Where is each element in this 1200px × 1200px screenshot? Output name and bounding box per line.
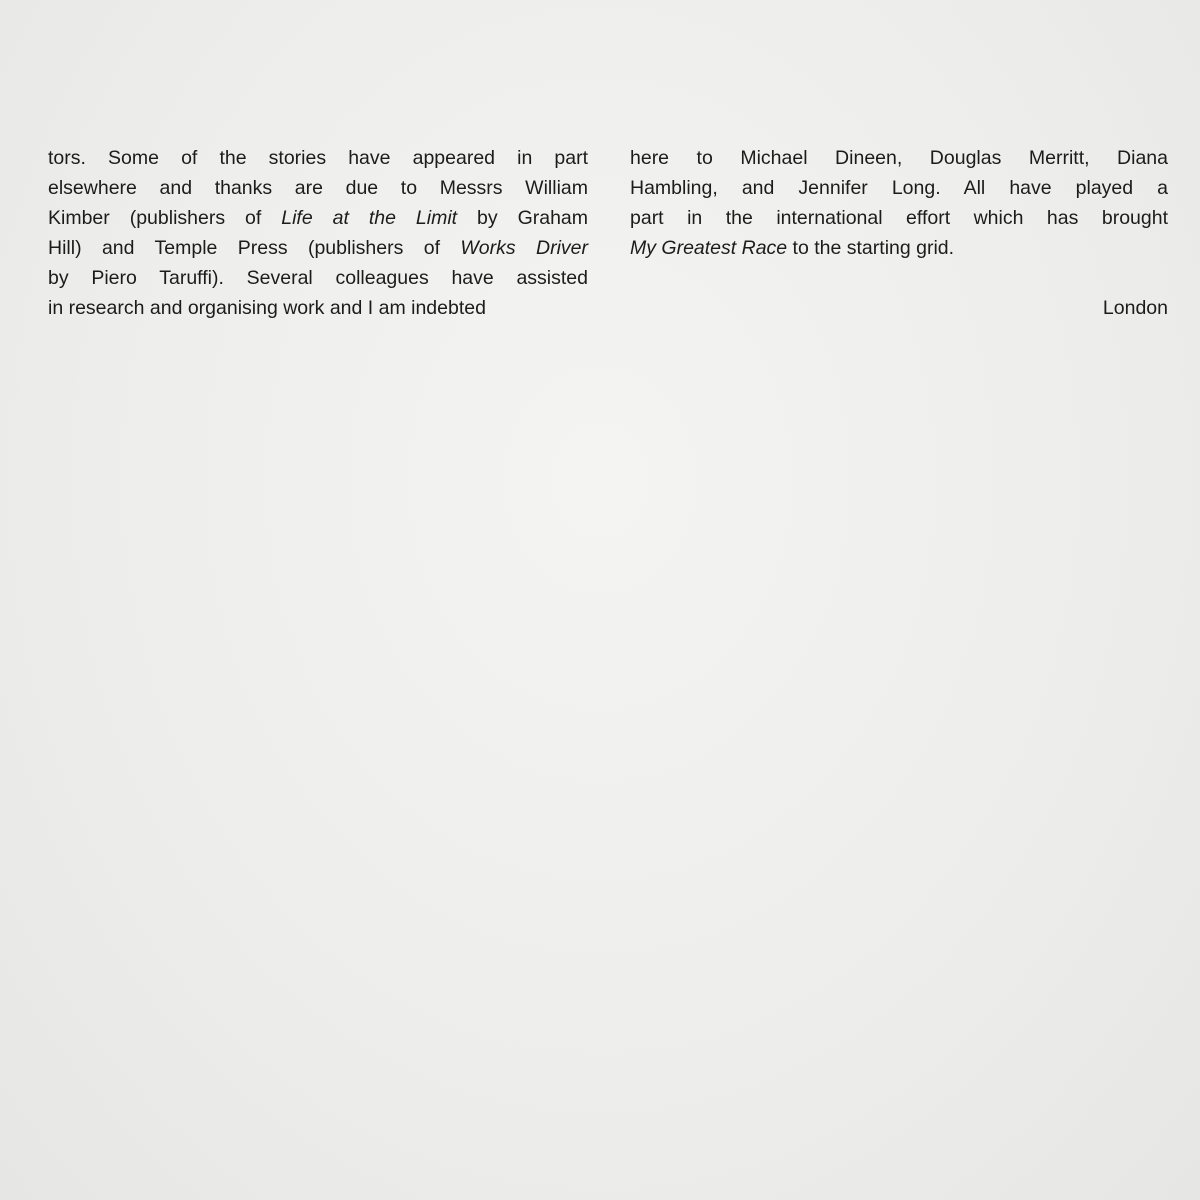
text-segment: to the starting grid. (787, 237, 955, 259)
text-segment: here to Michael Dineen, Douglas Merritt, Diana (630, 147, 1168, 169)
signature-location: London (1102, 297, 1168, 319)
text-segment: part in the international effort which has brought (630, 207, 1168, 229)
text-segment: Kimber (publishers of (48, 207, 282, 229)
text-segment: Hambling, and Jennifer Long. All have played a (630, 177, 1168, 199)
text-segment: Hill) and Temple Press (publishers of (48, 237, 461, 259)
text-segment: tors. Some of the stories have appeared in part (48, 147, 588, 169)
left-text-line (48, 233, 588, 263)
right-text-line (630, 173, 1168, 203)
right-text-line (630, 233, 1168, 263)
left-text-line (48, 263, 588, 293)
right-text-column (630, 143, 1168, 323)
italic-title: My Greatest Race (630, 237, 788, 259)
text-segment: elsewhere and thanks are due to Messrs William (48, 177, 588, 199)
text-segment: by Graham (457, 207, 589, 229)
italic-title: Life at the Limit (281, 207, 458, 229)
text-segment: by Piero Taruffi). Several colleagues have assisted (48, 267, 588, 289)
left-text-line (48, 203, 588, 233)
left-text-line (48, 143, 588, 173)
left-text-column (48, 143, 588, 323)
right-text-line (630, 203, 1168, 233)
text-segment: in research and organising work and I am indebted (48, 297, 486, 319)
left-text-line (48, 293, 588, 323)
italic-title: Works Driver (460, 237, 588, 259)
left-text-line (48, 173, 588, 203)
right-column-lines (630, 143, 1168, 263)
right-text-line (630, 143, 1168, 173)
